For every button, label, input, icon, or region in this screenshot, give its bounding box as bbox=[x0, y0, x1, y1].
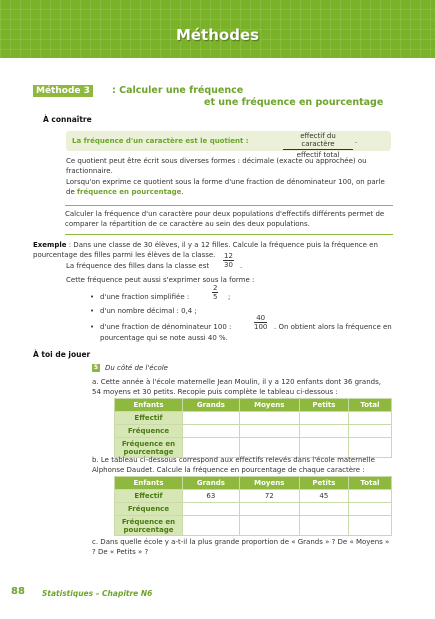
table-row-header: Fréquence bbox=[115, 503, 183, 516]
bullet-decimal-text: d'un nombre décimal : 0,4 ; bbox=[100, 307, 197, 315]
table-jean-moulin bbox=[114, 398, 392, 458]
table-cell[interactable] bbox=[183, 503, 240, 516]
table-cell[interactable] bbox=[348, 490, 391, 503]
exercise-title: Du côté de l'école bbox=[105, 364, 168, 372]
table-header-cell: Petits bbox=[299, 399, 348, 412]
punctuation: . bbox=[355, 137, 358, 145]
exercise-number-badge: 5 bbox=[93, 364, 99, 371]
table-cell[interactable] bbox=[348, 516, 391, 536]
fraction-denominator: 100 bbox=[254, 323, 268, 331]
header-banner bbox=[0, 0, 435, 58]
table-cell[interactable] bbox=[348, 503, 391, 516]
fraction-denominator: 5 bbox=[213, 293, 218, 301]
paragraph-percentage bbox=[66, 177, 392, 197]
example-text: : Dans une classe de 30 élèves, il y a 12 filles. Calcule la fréquence puis la fréquence en pourcentage des filles parmi les élèves de la classe. bbox=[33, 241, 378, 259]
table-header-cell: Enfants bbox=[115, 477, 183, 490]
bullet-simplified-fraction bbox=[212, 284, 218, 301]
fraction-denominator: 30 bbox=[224, 261, 233, 269]
example-forms-intro: Cette fréquence peut aussi s'exprimer sous la forme : bbox=[66, 276, 255, 284]
table-cell[interactable] bbox=[299, 503, 348, 516]
paragraph-percentage-text: Lorsqu'on exprime ce quotient sous la forme d'une fraction de dénominateur 100, on parle de bbox=[66, 178, 385, 196]
fraction-numerator: 40 bbox=[254, 314, 267, 323]
table-header-cell: Total bbox=[348, 477, 391, 490]
table-alphonse-daudet bbox=[114, 476, 392, 536]
table-cell[interactable] bbox=[183, 425, 240, 438]
table-header-cell: Grands bbox=[183, 477, 240, 490]
table-header-row bbox=[115, 399, 392, 412]
bullet-hundred-line2: pourcentage qui se note aussi 40 %. bbox=[100, 334, 228, 342]
section-heading-a-connaitre: À connaître bbox=[43, 115, 92, 124]
table-cell[interactable] bbox=[239, 412, 299, 425]
table-row-header: Fréquence bbox=[115, 425, 183, 438]
table-cell: 45 bbox=[299, 490, 348, 503]
punctuation: ; bbox=[228, 293, 231, 301]
table-cell[interactable] bbox=[348, 412, 391, 425]
bullet-hundred-text: d'une fraction de dénominateur 100 : bbox=[100, 323, 232, 331]
table-cell[interactable] bbox=[183, 516, 240, 536]
table-cell[interactable] bbox=[183, 412, 240, 425]
table-cell[interactable] bbox=[239, 425, 299, 438]
table-header-row bbox=[115, 477, 392, 490]
table-header-cell: Grands bbox=[183, 399, 240, 412]
paragraph-comparison: Calculer la fréquence d'un caractère pour deux populations d'effectifs différents permet de comparer la répartition de ce caractère au sein des deux populations. bbox=[65, 210, 385, 228]
table-cell: 72 bbox=[239, 490, 299, 503]
table-header-cell: Petits bbox=[299, 477, 348, 490]
comparison-note-box bbox=[65, 205, 393, 235]
example-frequency-fraction bbox=[223, 252, 234, 269]
question-a: a. Cette année à l'école maternelle Jean Moulin, il y a 120 enfants dont 36 grands, 54 moyens et 30 petits. Recopie puis complète le tableau ci-dessous : bbox=[92, 378, 381, 396]
fraction-numerator: 2 bbox=[213, 284, 218, 292]
punctuation: . bbox=[181, 188, 184, 196]
example-frequency-text: La fréquence des filles dans la classe est bbox=[66, 262, 210, 270]
table-cell[interactable] bbox=[299, 516, 348, 536]
fraction-numerator: 12 bbox=[224, 252, 233, 260]
table-row bbox=[115, 412, 392, 425]
table-cell[interactable] bbox=[239, 503, 299, 516]
bullet-icon: • bbox=[90, 307, 95, 315]
table-row bbox=[115, 490, 392, 503]
table-header-cell: Moyens bbox=[239, 399, 299, 412]
question-c: c. Dans quelle école y a-t-il la plus grande proportion de « Grands » ? De « Moyens » ? De « Petits » ? bbox=[92, 538, 390, 556]
table-row-header: Fréquence en pourcentage bbox=[115, 438, 183, 458]
punctuation: . bbox=[240, 262, 243, 270]
bullet-icon: • bbox=[90, 293, 95, 301]
fraction-denominator: effectif total bbox=[296, 151, 340, 159]
example-statement bbox=[33, 240, 393, 260]
table-header-cell: Total bbox=[348, 399, 391, 412]
bullet-hundred-fraction bbox=[254, 314, 267, 331]
table-header-cell: Moyens bbox=[239, 477, 299, 490]
footer-chapter-label: Statistiques – Chapitre N6 bbox=[42, 589, 153, 598]
table-cell[interactable] bbox=[299, 412, 348, 425]
table-row-header: Fréquence en pourcentage bbox=[115, 516, 183, 536]
table-cell: 63 bbox=[183, 490, 240, 503]
table-header-cell: Enfants bbox=[115, 399, 183, 412]
method-title-line2: et une fréquence en pourcentage bbox=[204, 97, 384, 108]
bullet-icon: • bbox=[90, 323, 95, 331]
method-title-line1: : Calculer une fréquence bbox=[112, 85, 244, 96]
table-cell[interactable] bbox=[239, 516, 299, 536]
table-cell[interactable] bbox=[348, 425, 391, 438]
bullet-simplified-text: d'une fraction simplifiée : bbox=[100, 293, 190, 301]
method-badge: Méthode 3 bbox=[33, 85, 93, 97]
bullet-hundred-conclusion: . On obtient alors la fréquence en bbox=[274, 323, 392, 331]
paragraph-forms: Ce quotient peut être écrit sous diverses formes : décimale (exacte ou approchée) ou fractionnaire. bbox=[66, 157, 367, 175]
highlight-term: fréquence en pourcentage bbox=[76, 188, 182, 196]
table-row-header: Effectif bbox=[115, 412, 183, 425]
key-definition-fraction bbox=[283, 132, 353, 159]
table-row-header: Effectif bbox=[115, 490, 183, 503]
key-definition-box bbox=[66, 131, 391, 159]
page-number: 88 bbox=[11, 586, 25, 597]
section-heading-a-toi-de-jouer: À toi de jouer bbox=[33, 350, 91, 359]
example-label: Exemple bbox=[33, 241, 67, 249]
page-title: Méthodes bbox=[175, 26, 260, 44]
table-cell[interactable] bbox=[299, 425, 348, 438]
table-row bbox=[115, 516, 392, 536]
fraction-numerator: effectif du caractère bbox=[283, 132, 353, 150]
table-row bbox=[115, 503, 392, 516]
key-definition-label: La fréquence d'un caractère est le quotient : bbox=[72, 137, 249, 145]
question-b: b. Le tableau ci-dessous correspond aux effectifs relevés dans l'école maternelle Alphonse Daudet. Calcule la fréquence en pourcentage de chaque caractère : bbox=[92, 456, 375, 474]
table-row bbox=[115, 425, 392, 438]
